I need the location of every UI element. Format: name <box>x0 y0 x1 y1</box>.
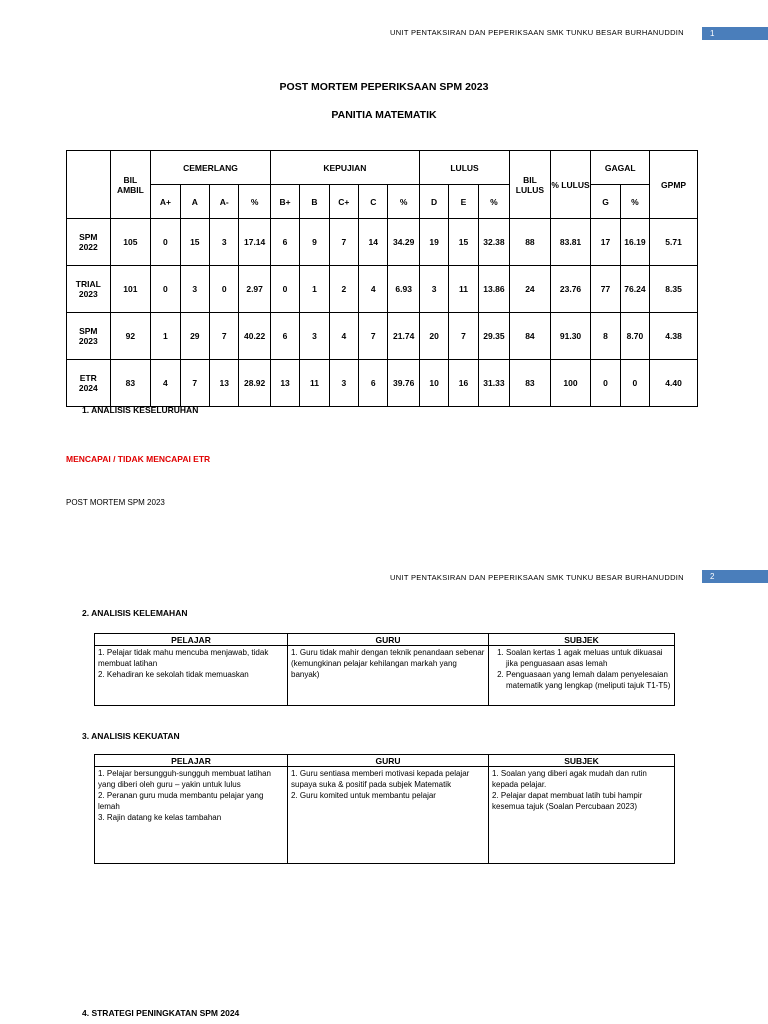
table-cell: 0 <box>210 266 239 313</box>
header-gpmp: GPMP <box>650 151 698 219</box>
section-analisis-kekuatan: 3. ANALISIS KEKUATAN <box>82 731 180 741</box>
table-cell: 8 <box>591 313 620 360</box>
kelemahan-table <box>94 633 675 706</box>
subheader: % <box>620 185 649 219</box>
table-cell: 11 <box>300 360 329 407</box>
table-cell: 4.38 <box>650 313 698 360</box>
table-cell: 4.40 <box>650 360 698 407</box>
section-strategi-peningkatan: 4. STRATEGI PENINGKATAN SPM 2024 <box>82 1008 240 1018</box>
list-item: 2. Guru komited untuk membantu pelajar <box>291 791 436 800</box>
table-cell: 7 <box>359 313 388 360</box>
kekuatan-pelajar <box>95 767 288 864</box>
subheader: C <box>359 185 388 219</box>
etr-status-label: MENCAPAI / TIDAK MENCAPAI ETR <box>66 454 211 464</box>
table-cell: 28.92 <box>239 360 270 407</box>
corner-cell <box>67 151 111 219</box>
footer-label: POST MORTEM SPM 2023 <box>66 498 165 507</box>
kelemahan-guru <box>288 646 489 706</box>
section-analisis-kelemahan: 2. ANALISIS KELEMAHAN <box>82 608 188 618</box>
header-bil-lulus: BIL LULUS <box>510 151 551 219</box>
table-cell: 16.19 <box>620 219 649 266</box>
row-label: SPM 2023 <box>67 313 111 360</box>
table-cell: 3 <box>329 360 358 407</box>
table-cell: 105 <box>110 219 151 266</box>
list-item: 1. Soalan kertas 1 agak meluas untuk dikuasai jika penguasaan asas lemah <box>506 647 671 669</box>
subheader: A <box>180 185 209 219</box>
table-cell: 8.35 <box>650 266 698 313</box>
header-cemerlang: CEMERLANG <box>151 151 271 185</box>
subheader: B <box>300 185 329 219</box>
table-cell: 24 <box>510 266 551 313</box>
table-cell: 88 <box>510 219 551 266</box>
table-cell: 7 <box>210 313 239 360</box>
table-cell: 9 <box>300 219 329 266</box>
table-cell: 1 <box>300 266 329 313</box>
header-pct-lulus: % LULUS <box>550 151 591 219</box>
table-cell: 83 <box>110 360 151 407</box>
subheader: % <box>239 185 270 219</box>
table-cell: 13 <box>210 360 239 407</box>
list-item: 2. Kehadiran ke sekolah tidak memuaskan <box>98 670 249 679</box>
table-cell: 4 <box>329 313 358 360</box>
list-item: 1. Guru sentiasa memberi motivasi kepada pelajar supaya suka & positif pada subjek Matematik <box>291 769 470 789</box>
list-item: 2. Pelajar dapat membuat latih tubi hampir kesemua tajuk (Soalan Percubaan 2023) <box>492 791 643 811</box>
table-cell: 15 <box>180 219 209 266</box>
header-kepujian: KEPUJIAN <box>270 151 419 185</box>
document-title: POST MORTEM PEPERIKSAAN SPM 2023 <box>279 81 489 93</box>
table-cell: 91.30 <box>550 313 591 360</box>
col-pelajar: PELAJAR <box>95 634 288 646</box>
table-cell: 1 <box>151 313 180 360</box>
list-item: 2. Peranan guru muda membantu pelajar yang lemah <box>98 791 264 811</box>
table-cell: 0 <box>270 266 299 313</box>
table-cell: 15 <box>449 219 478 266</box>
table-cell: 77 <box>591 266 620 313</box>
section-analisis-keseluruhan: 1. ANALISIS KESELURUHAN <box>82 405 199 415</box>
subheader: % <box>388 185 419 219</box>
table-cell: 29.35 <box>478 313 509 360</box>
table-row <box>67 360 698 407</box>
table-cell: 84 <box>510 313 551 360</box>
table-cell: 16 <box>449 360 478 407</box>
row-label: TRIAL 2023 <box>67 266 111 313</box>
table-cell: 32.38 <box>478 219 509 266</box>
table-cell: 7 <box>180 360 209 407</box>
table-cell: 40.22 <box>239 313 270 360</box>
table-cell: 3 <box>210 219 239 266</box>
kekuatan-guru <box>288 767 489 864</box>
header-bil-ambil: BIL AMBIL <box>110 151 151 219</box>
list-item: 1. Guru tidak mahir dengan teknik penandaan sebenar (kemungkinan pelajar kehilangan markah yang banyak) <box>291 648 485 679</box>
table-row <box>67 266 698 313</box>
results-table <box>66 150 698 407</box>
table-cell: 101 <box>110 266 151 313</box>
table-cell: 0 <box>620 360 649 407</box>
table-cell: 11 <box>449 266 478 313</box>
subheader: G <box>591 185 620 219</box>
table-cell: 21.74 <box>388 313 419 360</box>
subheader: D <box>419 185 448 219</box>
row-label: ETR 2024 <box>67 360 111 407</box>
table-cell: 19 <box>419 219 448 266</box>
table-row <box>67 219 698 266</box>
table-cell: 3 <box>419 266 448 313</box>
document-subtitle: PANITIA MATEMATIK <box>331 109 437 121</box>
table-cell: 83.81 <box>550 219 591 266</box>
subheader: A+ <box>151 185 180 219</box>
table-cell: 39.76 <box>388 360 419 407</box>
table-cell: 23.76 <box>550 266 591 313</box>
table-cell: 76.24 <box>620 266 649 313</box>
kekuatan-subjek <box>489 767 675 864</box>
table-cell: 34.29 <box>388 219 419 266</box>
table-cell: 100 <box>550 360 591 407</box>
table-cell: 6 <box>270 219 299 266</box>
table-cell: 29 <box>180 313 209 360</box>
list-item: 1. Soalan yang diberi agak mudah dan rutin kepada pelajar. <box>492 769 647 789</box>
table-cell: 7 <box>449 313 478 360</box>
table-cell: 17.14 <box>239 219 270 266</box>
page-number-badge: 2 <box>702 570 768 583</box>
col-subjek: SUBJEK <box>489 634 675 646</box>
table-cell: 0 <box>151 219 180 266</box>
table-cell: 4 <box>359 266 388 313</box>
header-lulus: LULUS <box>419 151 509 185</box>
table-cell: 7 <box>329 219 358 266</box>
subheader: A- <box>210 185 239 219</box>
list-item: 1. Pelajar tidak mahu mencuba menjawab, tidak membuat latihan <box>98 648 269 668</box>
table-cell: 3 <box>300 313 329 360</box>
table-cell: 5.71 <box>650 219 698 266</box>
subheader: C+ <box>329 185 358 219</box>
table-cell: 6 <box>359 360 388 407</box>
subheader: % <box>478 185 509 219</box>
table-cell: 13 <box>270 360 299 407</box>
table-cell: 17 <box>591 219 620 266</box>
table-cell: 3 <box>180 266 209 313</box>
list-item: 2. Penguasaan yang lemah dalam penyelesaian matematik yang lengkap (meliputi tajuk T1-T5) <box>506 669 671 691</box>
table-cell: 4 <box>151 360 180 407</box>
table-row <box>67 313 698 360</box>
row-label: SPM 2022 <box>67 219 111 266</box>
col-guru: GURU <box>288 634 489 646</box>
subheader: B+ <box>270 185 299 219</box>
subheader: E <box>449 185 478 219</box>
table-cell: 31.33 <box>478 360 509 407</box>
table-cell: 10 <box>419 360 448 407</box>
header-gagal: GAGAL <box>591 151 650 185</box>
table-cell: 2.97 <box>239 266 270 313</box>
table-cell: 0 <box>151 266 180 313</box>
page-header-text: UNIT PENTAKSIRAN DAN PEPERIKSAAN SMK TUNKU BESAR BURHANUDDIN <box>390 573 684 582</box>
table-cell: 14 <box>359 219 388 266</box>
page-header-text: UNIT PENTAKSIRAN DAN PEPERIKSAAN SMK TUNKU BESAR BURHANUDDIN <box>390 28 684 37</box>
table-cell: 0 <box>591 360 620 407</box>
table-cell: 20 <box>419 313 448 360</box>
col-subjek: SUBJEK <box>489 755 675 767</box>
kelemahan-subjek <box>489 646 675 706</box>
kekuatan-table <box>94 754 675 864</box>
table-cell: 6.93 <box>388 266 419 313</box>
page-number-badge: 1 <box>702 27 768 40</box>
col-pelajar: PELAJAR <box>95 755 288 767</box>
table-cell: 83 <box>510 360 551 407</box>
table-cell: 8.70 <box>620 313 649 360</box>
list-item: 3. Rajin datang ke kelas tambahan <box>98 813 222 822</box>
table-cell: 92 <box>110 313 151 360</box>
table-cell: 2 <box>329 266 358 313</box>
list-item: 1. Pelajar bersungguh-sungguh membuat latihan yang diberi oleh guru – yakin untuk lulus <box>98 769 272 789</box>
table-cell: 13.86 <box>478 266 509 313</box>
kelemahan-pelajar <box>95 646 288 706</box>
col-guru: GURU <box>288 755 489 767</box>
table-cell: 6 <box>270 313 299 360</box>
